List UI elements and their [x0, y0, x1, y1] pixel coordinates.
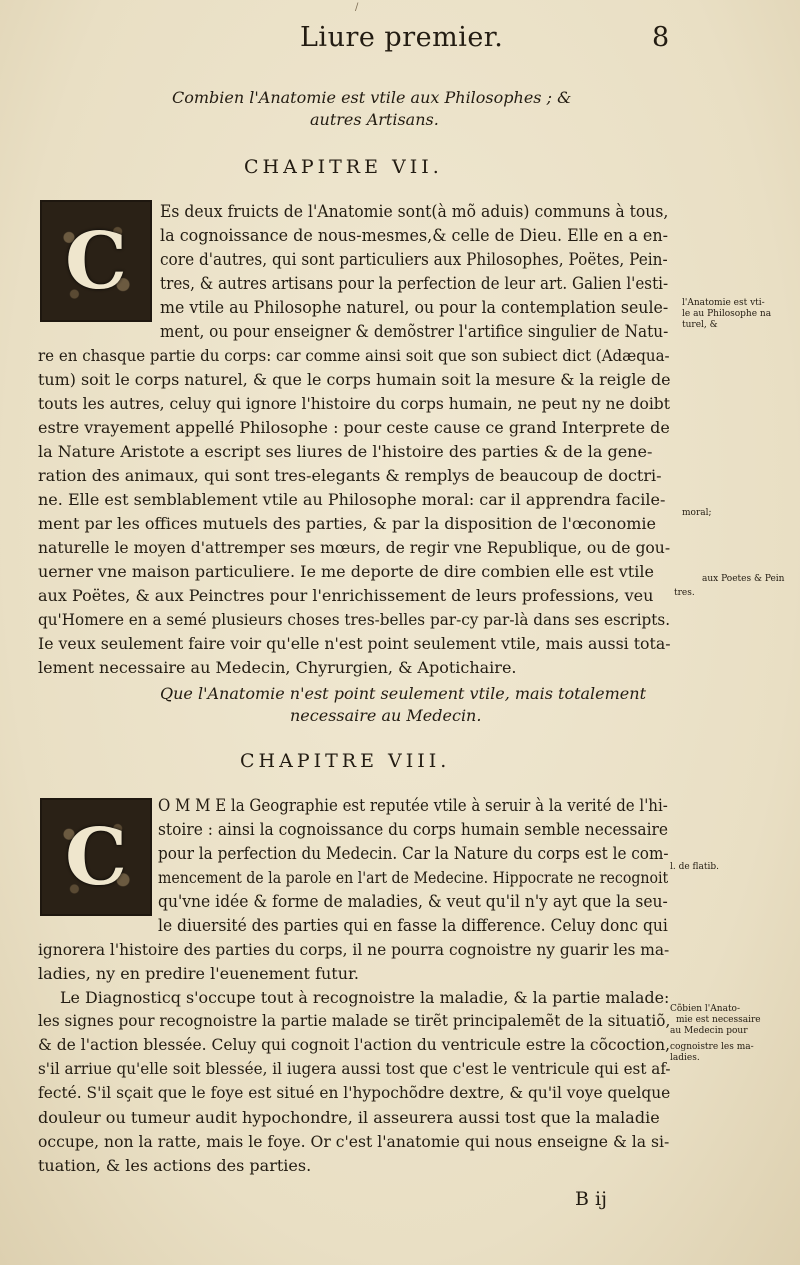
ch8-line-5: qu'vne idée & forme de maladies, & veut qu'il n'y ayt que la seu-	[158, 892, 668, 912]
ch7-line-7: re en chasque partie du corps: car comme ainsi soit que son subiect dict (Adæqua-	[38, 346, 670, 365]
margin-note: le au Philosophe na	[682, 309, 772, 319]
ch7-line-2: la cognoissance de nous-mesmes,& celle de Dieu. Elle en a en-	[160, 226, 669, 246]
ch7-line-10: estre vrayement appellé Philosophe : pour ceste cause ce grand Interprete de	[38, 418, 670, 437]
ch7-line-9: touts les autres, celuy qui ignore l'histoire du corps humain, ne peut ny ne doibt	[38, 394, 670, 413]
chapter7-title-line-1: Combien l'Anatomie est vtile aux Philosophes ; &	[172, 88, 572, 107]
decorated-initial-c: C	[40, 798, 152, 916]
ch8-line-7: ignorera l'histoire des parties du corps, il ne pourra cognoistre ny guarir les ma-	[38, 940, 670, 959]
ch7-line-15: naturelle le moyen d'attremper ses mœurs, de regir vne Republique, ou de gou-	[38, 538, 671, 557]
ch8-line-10: les signes pour recognoistre la partie malade se tirẽt principalemẽt de la situatiõ,	[38, 1012, 671, 1030]
signature-mark: B ij	[575, 1188, 607, 1210]
ch8-line-13: fecté. S'il sçait que le foye est situé en l'hypochõdre dextre, & qu'il voye quelque	[38, 1084, 671, 1102]
margin-note: aux Poetes & Pein	[702, 574, 785, 584]
ch7-line-5: me vtile au Philosophe naturel, ou pour la contemplation seule-	[160, 298, 669, 318]
margin-note: cognoistre les ma-	[670, 1042, 754, 1052]
ch8-line-6: le diuersité des parties qui en fasse la difference. Celuy donc qui	[158, 916, 668, 936]
ch7-line-8: tum) soit le corps naturel, & que le corps humain soit la mesure & la reigle de	[38, 370, 671, 389]
chapter7-heading: CHAPITRE VII.	[244, 156, 443, 178]
ch7-line-14: ment par les offices mutuels des parties, & par la disposition de l'œconomie	[38, 514, 656, 533]
margin-note: ladies.	[670, 1053, 700, 1063]
margin-note: au Medecin pour	[670, 1026, 748, 1036]
ch8-line-16: tuation, & les actions des parties.	[38, 1156, 312, 1175]
ch7-line-13: ne. Elle est semblablement vtile au Philosophe moral: car il apprendra facile-	[38, 490, 666, 509]
page-number: 8	[652, 22, 670, 53]
ch8-line-8: ladies, ny en predire l'euenement futur.	[38, 964, 360, 983]
ch7-line-17: aux Poëtes, & aux Peinctres pour l'enrichissement de leurs professions, veu	[38, 586, 654, 605]
ch8-line-11: & de l'action blessée. Celuy qui cognoit l'action du ventricule estre la cõcoction,	[38, 1036, 671, 1054]
chapter8-title-line-1: Que l'Anatomie n'est point seulement vtile, mais totalement	[160, 684, 646, 703]
ch8-line-14: douleur ou tumeur audit hypochondre, il asseurera aussi tost que la maladie	[38, 1108, 660, 1127]
chapter8-title-line-2: necessaire au Medecin.	[290, 706, 482, 725]
margin-note: turel, &	[682, 320, 718, 330]
top-mark: /	[355, 2, 359, 13]
margin-note: Cõbien l'Anato-	[670, 1004, 741, 1014]
margin-note: mie est necessaire	[676, 1015, 761, 1025]
ch7-line-12: ration des animaux, qui sont tres-elegants & remplys de beaucoup de doctri-	[38, 466, 662, 485]
ch8-line-2: stoire : ainsi la cognoissance du corps humain semble necessaire	[158, 820, 669, 840]
ch8-line-9: Le Diagnosticq s'occupe tout à recognoistre la maladie, & la partie malade:	[60, 988, 670, 1007]
decorated-initial-c: C	[40, 200, 152, 322]
running-header: Liure premier.	[300, 22, 504, 53]
ch7-line-11: la Nature Aristote a escript ses liures de l'histoire des parties & de la gene-	[38, 442, 653, 461]
ch8-line-12: s'il arriue qu'elle soit blessée, il iugera aussi tost que c'est le ventricule qui est af-	[38, 1060, 671, 1078]
ch8-line-3: pour la perfection du Medecin. Car la Nature du corps est le com-	[158, 844, 669, 864]
ch7-line-6: ment, ou pour enseigner & demõstrer l'artifice singulier de Natu-	[160, 322, 669, 342]
ch8-line-4: mencement de la parole en l'art de Medecine. Hippocrate ne recognoit	[158, 868, 669, 887]
margin-note: l. de flatib.	[670, 862, 720, 872]
chapter7-title-line-2: autres Artisans.	[310, 110, 439, 129]
ch8-line-15: occupe, non la ratte, mais le foye. Or c'est l'anatomie qui nous enseigne & la si-	[38, 1132, 670, 1151]
ch7-line-20: lement necessaire au Medecin, Chyrurgien, & Apotichaire.	[38, 658, 517, 677]
ch7-line-16: uerner vne maison particuliere. Ie me deporte de dire combien elle est vtile	[38, 562, 654, 581]
ch7-line-18: qu'Homere en a semé plusieurs choses tres-belles par-cy par-là dans ses escripts.	[38, 610, 671, 629]
ch7-line-3: core d'autres, qui sont particuliers aux Philosophes, Poëtes, Pein-	[160, 250, 668, 270]
chapter8-heading: CHAPITRE VIII.	[240, 750, 451, 772]
margin-note: l'Anatomie est vti-	[682, 298, 765, 308]
ch8-line-1: O M M E la Geographie est reputée vtile à seruir à la verité de l'hi-	[158, 796, 668, 816]
margin-note: moral;	[682, 508, 712, 518]
ch7-line-1: Es deux fruicts de l'Anatomie sont(à mõ aduis) communs à tous,	[160, 202, 669, 222]
margin-note: tres.	[674, 588, 695, 598]
ch7-line-4: tres, & autres artisans pour la perfection de leur art. Galien l'esti-	[160, 274, 669, 294]
ch7-line-19: Ie veux seulement faire voir qu'elle n'est point seulement vtile, mais aussi tota-	[38, 634, 671, 653]
